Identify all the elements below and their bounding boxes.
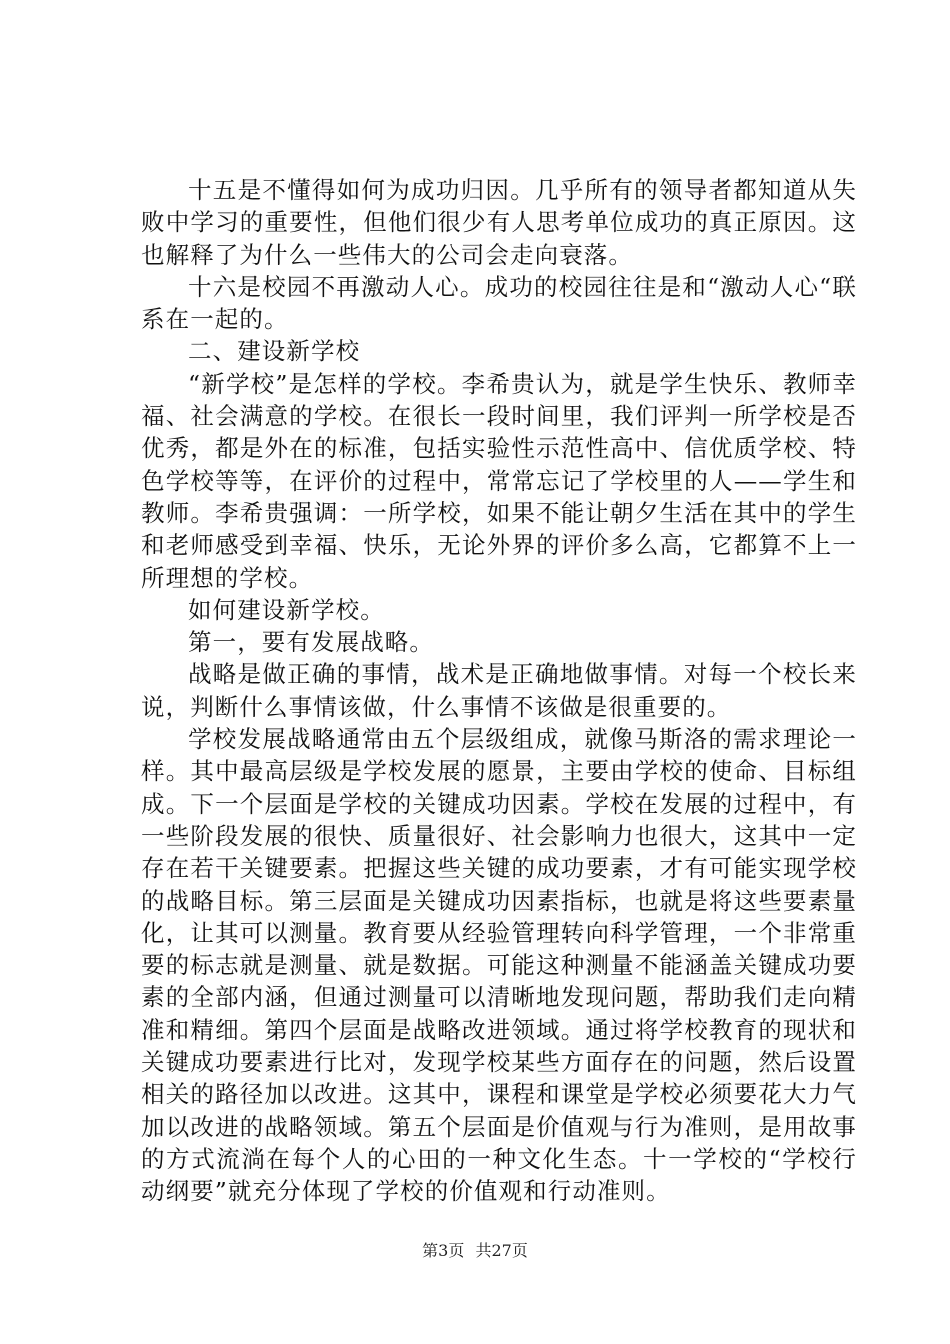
paragraph-sixteen: 十六是校园不再激动人心。成功的校园往往是和“激动人心“联系在一起的。 xyxy=(141,272,857,334)
paragraph-five-levels: 学校发展战略通常由五个层级组成，就像马斯洛的需求理论一样。其中最高层级是学校发展的愿景，主要由学校的使命、目标组成。下一个层面是学校的关键成功因素。学校在发展的过程中，有一些阶段发展的很快、质量很好、社会影响力也很大，这其中一定存在若干关键要素。把握这些关键的成功要素，才有可能实现学校的战略目标。第三层面是关键成功因素指标，也就是将这些要素量化，让其可以测量。教育要从经验管理转向科学管理，一个非常重要的标志就是测量、就是数据。可能这种测量不能涵盖关键成功要素的全部内涵，但通过测量可以清晰地发现问题，帮助我们走向精准和精细。第四个层面是战略改进领域。通过将学校教育的现状和关键成功要素进行比对，发现学校某些方面存在的问题，然后设置相关的路径加以改进。这其中，课程和课堂是学校必须要花大力气加以改进的战略领域。第五个层面是价值观与行为准则，是用故事的方式流淌在每个人的心田的一种文化生态。十一学校的“学校行动纲要”就充分体现了学校的价值观和行动准则。 xyxy=(141,725,857,1206)
page-footer xyxy=(0,1240,950,1262)
paragraph-first-strategy: 第一，要有发展战略。 xyxy=(188,628,434,657)
page-number: 第3页 xyxy=(422,1241,465,1260)
section-heading: 二、建设新学校 xyxy=(188,337,361,366)
paragraph-how-build: 如何建设新学校。 xyxy=(188,595,385,624)
paragraph-strategy-tactics: 战略是做正确的事情，战术是正确地做事情。对每一个校长来说，判断什么事情该做，什么事情不该做是很重要的。 xyxy=(141,660,857,721)
page-total: 共27页 xyxy=(475,1241,528,1260)
paragraph-fifteen: 十五是不懂得如何为成功归因。几乎所有的领导者都知道从失败中学习的重要性，但他们很少有人思考单位成功的真正原因。这也解释了为什么一些伟大的公司会走向衰落。 xyxy=(141,176,857,269)
paragraph-new-school: “新学校”是怎样的学校。李希贵认为，就是学生快乐、教师幸福、社会满意的学校。在很长一段时间里，我们评判一所学校是否优秀，都是外在的标准，包括实验性示范性高中、信优质学校、特色学校等等，在评价的过程中，常常忘记了学校里的人——学生和教师。李希贵强调：一所学校，如果不能让朝夕生活在其中的学生和老师感受到幸福、快乐，无论外界的评价多么高，它都算不上一所理想的学校。 xyxy=(141,369,857,592)
document-body xyxy=(141,174,857,1208)
